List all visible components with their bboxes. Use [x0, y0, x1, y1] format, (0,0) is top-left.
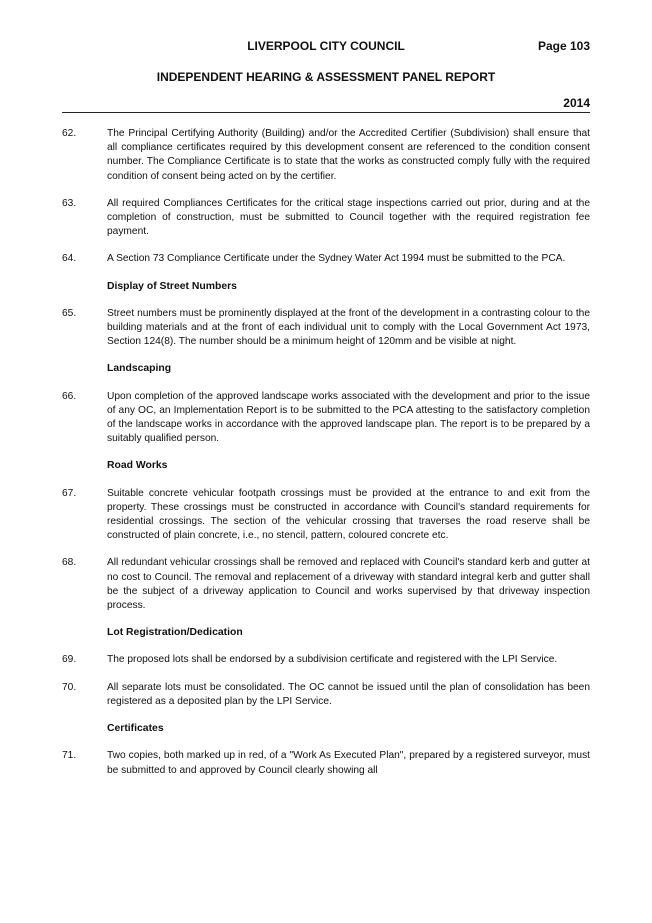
section-heading-certificates: Certificates — [107, 723, 164, 735]
condition-text: A Section 73 Compliance Certificate under the Sydney Water Act 1994 must be submitted to the PCA. — [107, 253, 566, 265]
condition-number: 69. — [62, 654, 77, 666]
condition-text: All separate lots must be consolidated. The OC cannot be issued until the plan of consolidation has been registered as a deposited plan by the LPI Service. — [107, 681, 590, 707]
condition-text: Suitable concrete vehicular footpath crossings must be provided at the entrance to and exit from the property. These crossings must be constructed in accordance with Council's standard requirements for residential crossings. The section of the vehicular crossing that traverses the road reserve shall be constructed of plain concrete, i.e., no stencil, pattern, coloured concrete etc. — [107, 487, 590, 542]
condition-63 — [62, 197, 590, 240]
condition-64 — [62, 252, 590, 266]
condition-text: The proposed lots shall be endorsed by a subdivision certificate and registered with the LPI Service. — [107, 654, 558, 666]
condition-number: 68. — [62, 557, 77, 569]
condition-65 — [62, 307, 590, 350]
condition-62 — [62, 127, 590, 184]
header-divider — [62, 112, 590, 113]
condition-number: 65. — [62, 307, 77, 319]
council-title: LIVERPOOL CITY COUNCIL — [247, 39, 405, 53]
condition-67 — [62, 487, 590, 544]
condition-68 — [62, 556, 590, 613]
report-title: INDEPENDENT HEARING & ASSESSMENT PANEL REPORT — [156, 70, 496, 84]
condition-text: The Principal Certifying Authority (Building) and/or the Accredited Certifier (Subdivision) shall ensure that all compliance certificates required by this development consent are referenced to the condition consent number. The Compliance Certificate is to state that the works as constructed comply fully with the required condition of consent being acted on by the certifier. — [107, 128, 590, 182]
condition-number: 70. — [62, 681, 77, 693]
condition-text: All required Compliances Certificates for the critical stage inspections carried out prior, during and at the completion of construction, must be submitted to Council together with the required registration fee payment. — [107, 197, 590, 238]
section-heading-lot-registration: Lot Registration/Dedication — [107, 627, 243, 639]
section-heading-display-street-numbers: Display of Street Numbers — [107, 280, 237, 292]
condition-70 — [62, 681, 590, 709]
condition-71 — [62, 749, 590, 777]
section-heading-road-works: Road Works — [107, 460, 168, 472]
condition-number: 64. — [62, 253, 77, 265]
page-number: Page 103 — [537, 39, 590, 53]
section-heading-landscaping: Landscaping — [107, 363, 172, 375]
condition-66 — [62, 390, 590, 447]
condition-text: Upon completion of the approved landscape works associated with the development and prior to the issue of any OC, an Implementation Report is to be submitted to the PCA attesting to the satisfactory completion of the landscape works in accordance with the approved landscape plan. The report is to be prepared by a suitably qualified person. — [107, 390, 590, 445]
conditions-body — [62, 127, 590, 791]
condition-number: 67. — [62, 487, 77, 499]
condition-text: Two copies, both marked up in red, of a "Work As Executed Plan", prepared by a registered surveyor, must be submitted to and approved by Council clearly showing all — [107, 750, 590, 776]
condition-number: 66. — [62, 390, 77, 402]
condition-number: 63. — [62, 197, 77, 209]
condition-text: Street numbers must be prominently displayed at the front of the development in a contrasting colour to the building materials and at the front of each individual unit to comply with the Local Government Act 1973, Section 124(8). The number should be a minimum height of 120mm and be visible at night. — [107, 307, 590, 348]
condition-number: 71. — [62, 750, 77, 762]
condition-text: All redundant vehicular crossings shall be removed and replaced with Council's standard kerb and gutter at no cost to Council. The removal and replacement of a driveway with standard integral kerb and gutter shall be the subject of a driveway application to Council and works supervised by that driveway inspection process. — [107, 557, 590, 612]
condition-69 — [62, 653, 590, 667]
report-year: 2014 — [563, 96, 590, 110]
condition-number: 62. — [62, 128, 77, 139]
